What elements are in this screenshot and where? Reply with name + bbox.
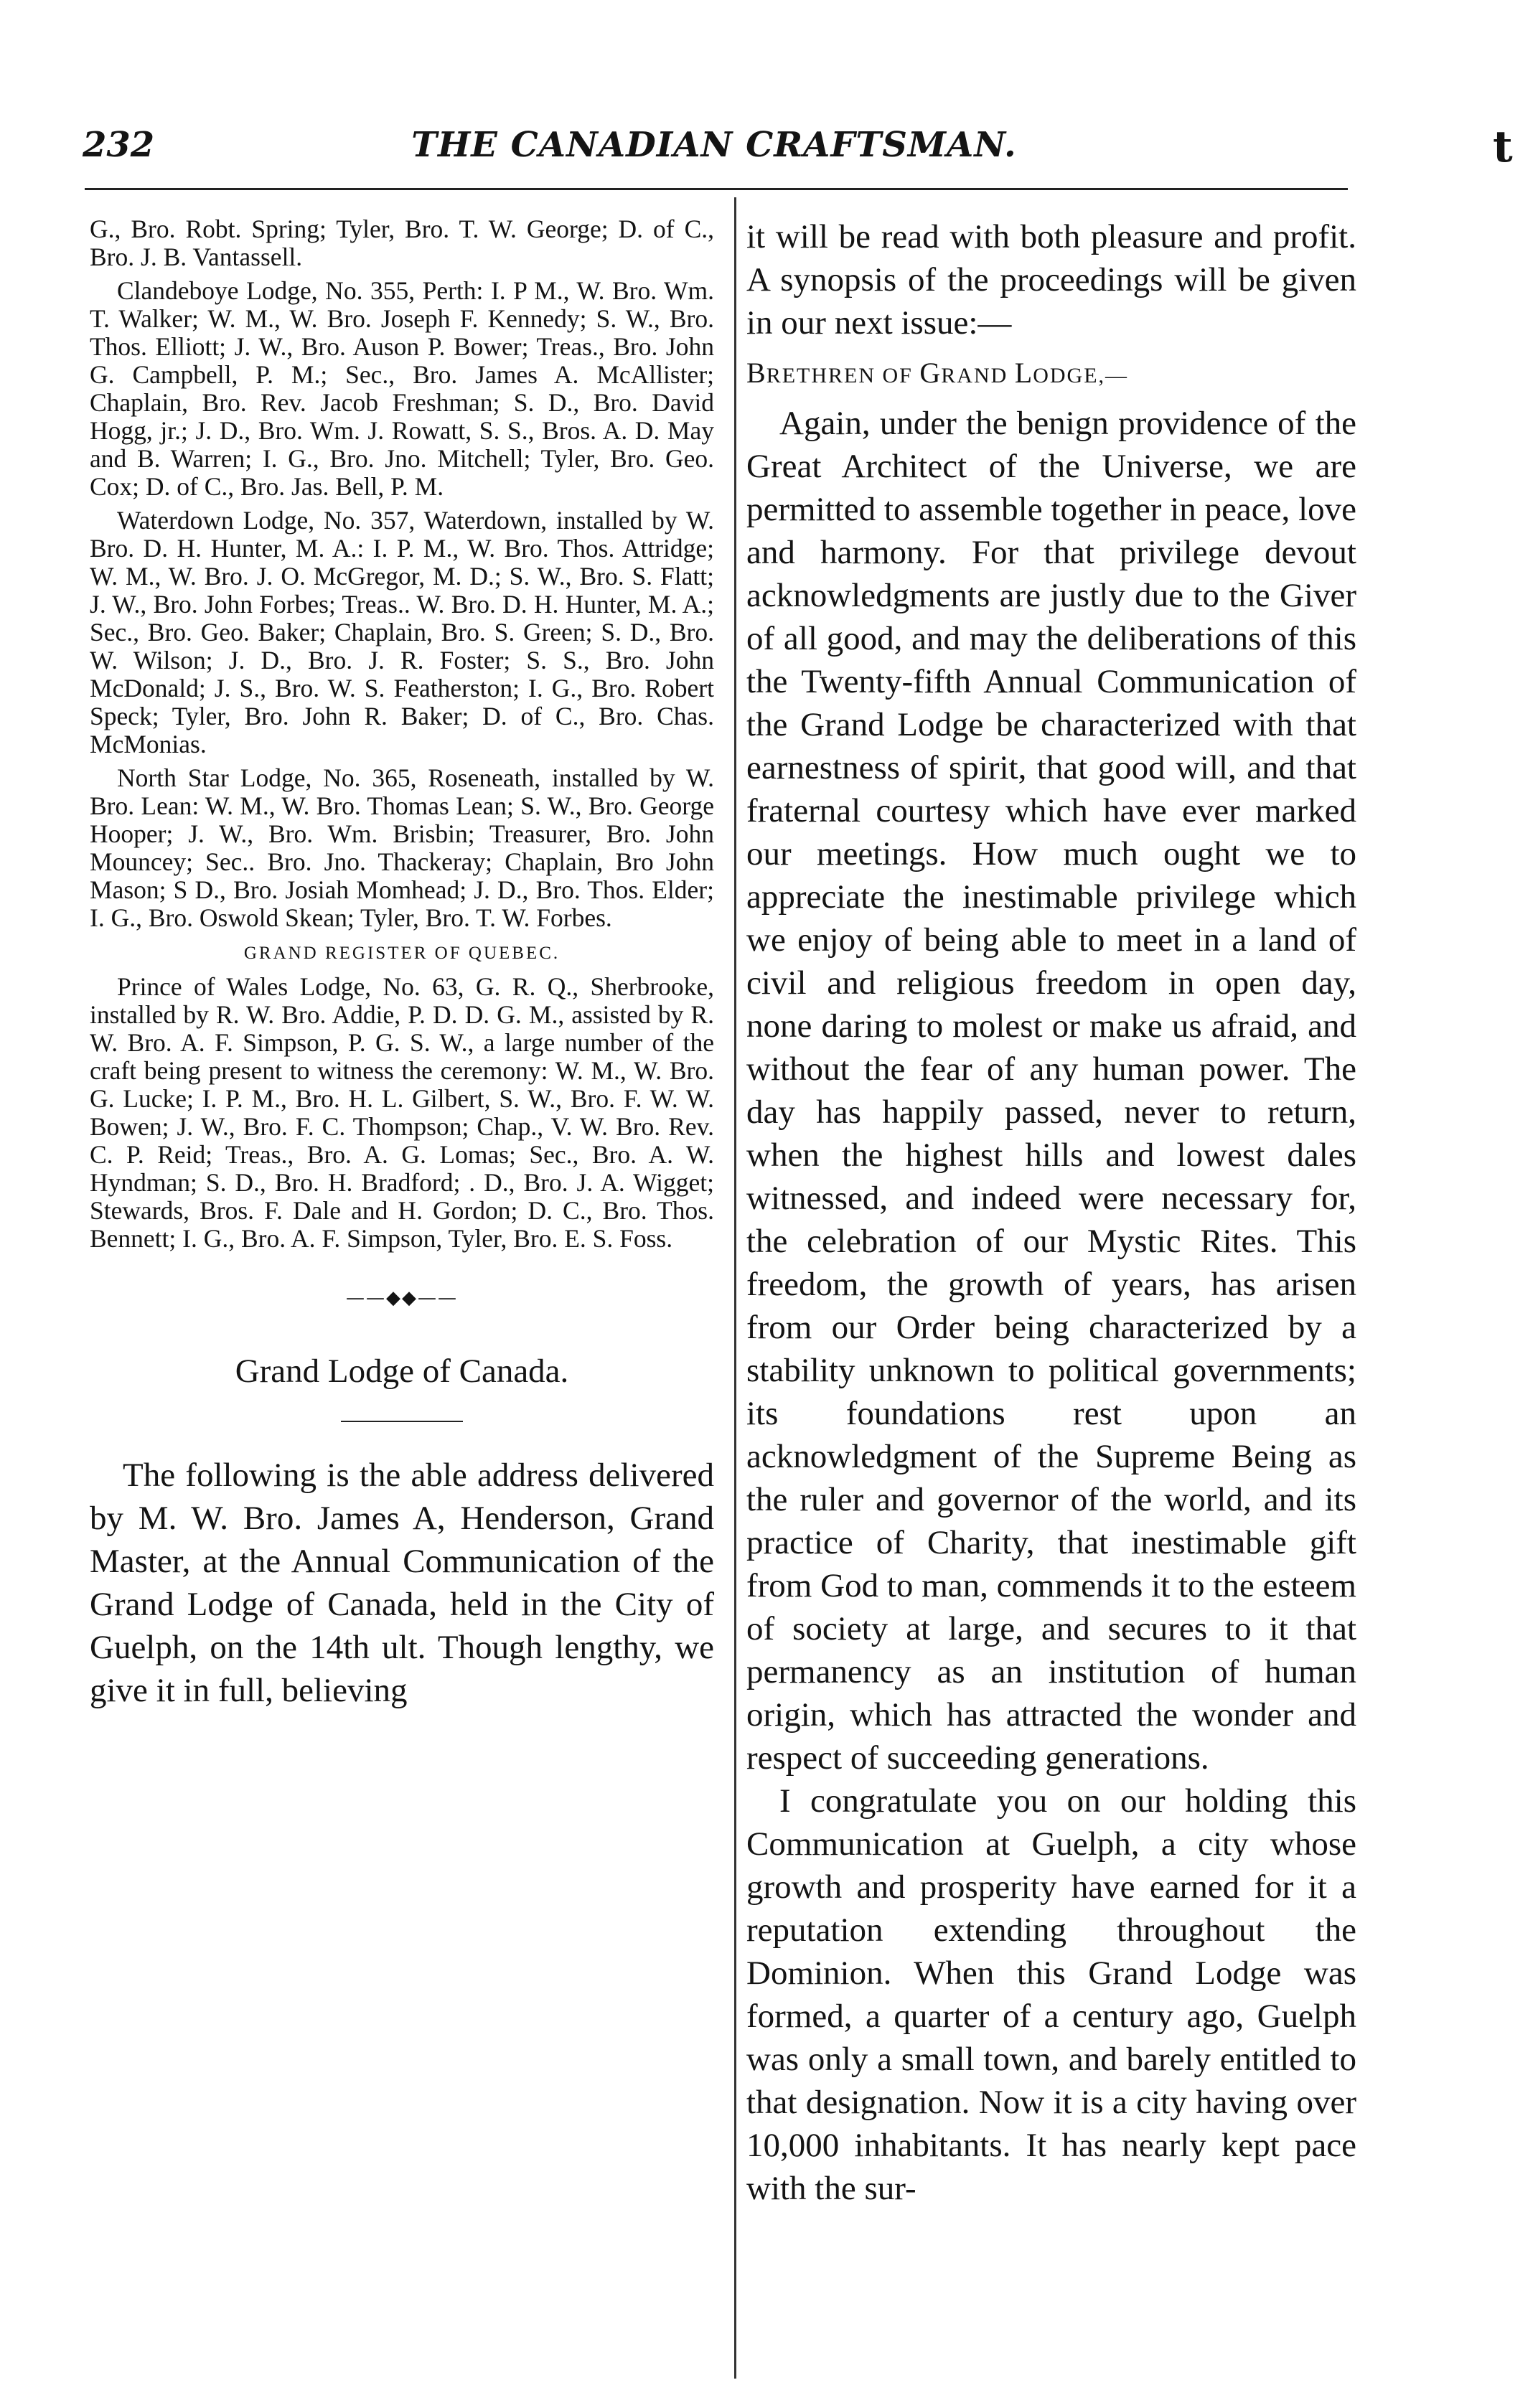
- salutation-smallcaps: RAND: [941, 364, 1015, 387]
- corner-mark: t: [1493, 122, 1513, 172]
- column-divider: [734, 197, 736, 2379]
- salutation-smallcaps: ODGE,—: [1033, 364, 1129, 387]
- salutation-smallcaps: RETHREN OF: [766, 364, 920, 387]
- report-paragraph: North Star Lodge, No. 365, Roseneath, installed by W. Bro. Lean: W. M., W. Bro. Thomas Lean; S. W., Bro. George Hooper; J. W., Bro. Wm. Brisbin; Treasurer, Bro. John Mouncey; Sec.. Bro. Jno. Thackeray; Chaplain, Bro John Mason; S D., Bro. Josiah Momhead; J. D., Bro. Thos. Elder; I. G., Bro. Oswold Skean; Tyler, Bro. T. W. Forbes.: [90, 763, 714, 932]
- address-paragraph: Again, under the benign providence of the Great Architect of the Universe, we are permitted to assemble together in peace, love and harmony. For that privilege devout acknowledgments are justly due to the Giver of all good, and may the deliberations of this the Twenty-fifth Annual Communication of the Grand Lodge be characterized with that earnestness of spirit, that good will, and that fraternal courtesy which have ever marked our meetings. How much ought we to appreciate the inestimable privilege which we enjoy of being able to meet in a land of civil and religious freedom in open day, none daring to molest or make us afraid, and without the fear of any human power. The day has happily passed, never to return, when the highest hills and lowest dales witnessed, and indeed were necessary for, the celebration of our Mystic Rites. This freedom, the growth of years, has arisen from our Order being characterized by a stability unknown to political governments; its foundations rest upon an acknowledgment of the Supreme Being as the ruler and governor of the world, and its practice of Charity, that inestimable gift from God to man, commends it to the esteem of society at large, and secures to it that permanency as an institution of human origin, which has attracted the wonder and respect of succeeding generations.: [746, 405, 1356, 1777]
- salutation-initial: G: [919, 357, 942, 389]
- salutation: [746, 352, 1356, 398]
- right-column: [746, 215, 1356, 2210]
- intro-paragraph: The following is the able address delivered by M. W. Bro. James A, Henderson, Grand Master, at the Annual Communication of the Grand Lodge of Canada, held in the City of Guelph, on the 14th ult. Though lengthy, we give it in full, believing: [90, 1457, 714, 1709]
- report-paragraph: Clandeboye Lodge, No. 355, Perth: I. P M., W. Bro. Wm. T. Walker; W. M., W. Bro. Joseph F. Kennedy; S. W., Bro. Thos. Elliott; J. W., Bro. Auson P. Bower; Treas., Bro. John G. Campbell, P. M.; Sec., Bro. James A. McAllister; Chaplain, Bro. Rev. Jacob Freshman; S. D., Bro. David Hogg, jr.; J. D., Bro. Wm. J. Rowatt, S. S., Bros. A. D. May and B. Warren; I. G., Bro. Jno. Mitchell; Tyler, Bro. Geo. Cox; D. of C., Bro. Jas. Bell, P. M.: [90, 276, 714, 501]
- address-paragraph: I congratulate you on our holding this Communication at Guelph, a city whose growth and prosperity have earned for it a reputation extending throughout the Dominion. When this Grand Lodge was formed, a quarter of a century ago, Guelph was only a small town, and barely entitled to that designation. Now it is a city having over 10,000 inhabitants. It has nearly kept pace with the sur-: [746, 1782, 1356, 2207]
- header-rule: [85, 188, 1348, 190]
- running-title: THE CANADIAN CRAFTSMAN.: [411, 125, 1017, 165]
- left-column: [90, 215, 714, 1712]
- salutation-initial: B: [746, 357, 766, 389]
- report-paragraph: Waterdown Lodge, No. 357, Waterdown, installed by W. Bro. D. H. Hunter, M. A.: I. P. M., W. Bro. Thos. Attridge; W. M., W. Bro. J. O. McGregor, M. D.; S. W., Bro. S. Flatt; J. W., Bro. John Forbes; Treas.. W. Bro. D. H. Hunter, M. A.; Sec., Bro. Geo. Baker; Chaplain, Bro. S. Green; S. D., Bro. W. Wilson; J. D., Bro. J. R. Foster; S. S., Bro. John McDonald; J. S., Bro. W. S. Featherston; I. G., Bro. Robert Speck; Tyler, Bro. John R. Baker; D. of C., Bro. Chas. McMonias.: [90, 506, 714, 758]
- salutation-initial: L: [1014, 357, 1033, 389]
- report-paragraph: Prince of Wales Lodge, No. 63, G. R. Q., Sherbrooke, installed by R. W. Bro. Addie, P. D. D. G. M., assisted by R. W. Bro. A. F. Simpson, P. G. S. W., a large number of the craft being present to witness the ceremony: W. M., W. Bro. G. Lucke; I. P. M., Bro. H. L. Gilbert, S. W., Bro. F. W. W. Bowen; J. W., Bro. F. C. Thompson; Chap., V. W. Bro. Rev. C. P. Reid; Treas., Bro. A. G. Lomas; Sec., Bro. A. W. Hyndman; S. D., Bro. H. Bradford; . D., Bro. J. A. Wigget; Stewards, Bros. F. Dale and H. Gordon; D. C., Bro. Thos. Bennett; I. G., Bro. A. F. Simpson, Tyler, Bro. E. S. Foss.: [90, 972, 714, 1253]
- report-paragraph: G., Bro. Robt. Spring; Tyler, Bro. T. W. George; D. of C., Bro. J. B. Vantassell.: [90, 215, 714, 271]
- section-title: Grand Lodge of Canada.: [235, 1353, 569, 1390]
- page-number: 232: [83, 125, 155, 165]
- continuation-paragraph: it will be read with both pleasure and profit. A synopsis of the proceedings will be given in our next issue:—: [746, 218, 1356, 342]
- ornament-divider: ——◆◆——: [346, 1287, 458, 1309]
- subhead-quebec: GRAND REGISTER OF QUEBEC.: [243, 944, 561, 963]
- title-rule: [341, 1421, 463, 1422]
- article-intro: [90, 1454, 714, 1712]
- page-header: [83, 109, 1346, 181]
- installation-reports: [90, 215, 714, 1253]
